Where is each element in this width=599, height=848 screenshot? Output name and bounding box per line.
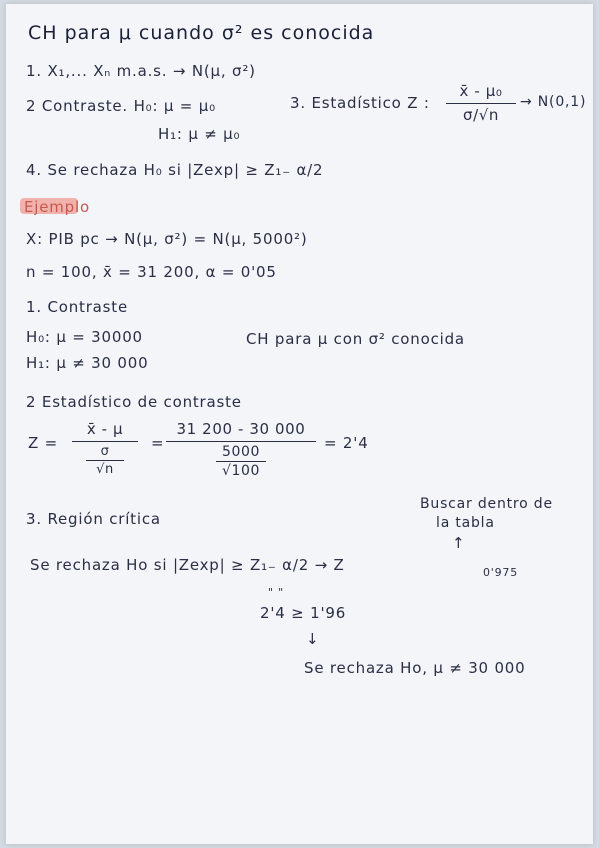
down-arrow: ↓	[306, 630, 320, 648]
notebook-page	[6, 4, 593, 844]
example-params: n = 100, x̄ = 31 200, α = 0'05	[26, 263, 277, 281]
value-denominator-bottom: √100	[221, 463, 261, 479]
equals-sign: =	[151, 434, 165, 452]
theory-step-4: 4. Se rechaza H₀ si |Zexp| ≥ Z₁₋ α/2	[26, 161, 324, 179]
contrast-heading: 1. Contraste	[26, 298, 129, 316]
example-heading: Ejemplo	[24, 198, 90, 216]
z-quantile-subscript: 0'975	[483, 566, 519, 579]
theory-step-1: 1. X₁,... Xₙ m.a.s. → N(μ, σ²)	[26, 62, 256, 80]
theory-statistic-fraction	[446, 82, 516, 124]
theory-h1: H₁: μ ≠ μ₀	[158, 125, 241, 143]
value-numerator: 31 200 - 30 000	[176, 420, 306, 438]
up-arrow: ↑	[452, 534, 466, 552]
theory-step-2: 2 Contraste. H₀: μ = μ₀	[26, 97, 216, 115]
conclusion: Se rechaza Ho, μ ≠ 30 000	[304, 659, 526, 677]
ch-note: CH para μ con σ² conocida	[246, 330, 465, 348]
theory-distribution: → N(0,1)	[520, 94, 587, 110]
z-denominator-bottom: √n	[96, 462, 114, 477]
z-label: Z =	[28, 434, 59, 452]
page-title: CH para μ cuando σ² es conocida	[28, 22, 375, 44]
value-denominator-top: 5000	[221, 444, 261, 460]
hypothesis-h0: H₀: μ = 30000	[26, 328, 143, 346]
z-formula-fraction	[72, 420, 138, 477]
reject-rule: Se rechaza Ho si |Zexp| ≥ Z₁₋ α/2 → Z	[30, 556, 345, 574]
table-note-line-1: Buscar dentro de	[420, 496, 553, 512]
fraction-bar	[72, 441, 138, 442]
example-variable: X: PIB pc → N(μ, σ²) = N(μ, 5000²)	[26, 230, 308, 248]
fraction-bar	[166, 441, 316, 442]
hypothesis-h1: H₁: μ ≠ 30 000	[26, 354, 149, 372]
theory-statistic-denominator: σ/√n	[462, 106, 500, 124]
comparison: 2'4 ≥ 1'96	[260, 604, 347, 622]
fraction-bar	[86, 460, 124, 461]
critical-region-heading: 3. Región crítica	[26, 510, 161, 528]
z-numerator: x̄ - μ	[86, 420, 124, 438]
statistic-heading: 2 Estadístico de contraste	[26, 393, 242, 411]
fraction-bar	[446, 103, 516, 104]
z-denominator-top: σ	[100, 444, 110, 459]
table-note-line-2: la tabla	[436, 515, 495, 531]
z-result: = 2'4	[324, 434, 369, 452]
value-fraction	[166, 420, 316, 479]
theory-step-3: 3. Estadístico Z :	[290, 94, 430, 112]
fraction-bar	[216, 461, 266, 462]
theory-statistic-numerator: x̄ - μ₀	[459, 82, 503, 100]
equality-marks: " "	[268, 586, 285, 599]
